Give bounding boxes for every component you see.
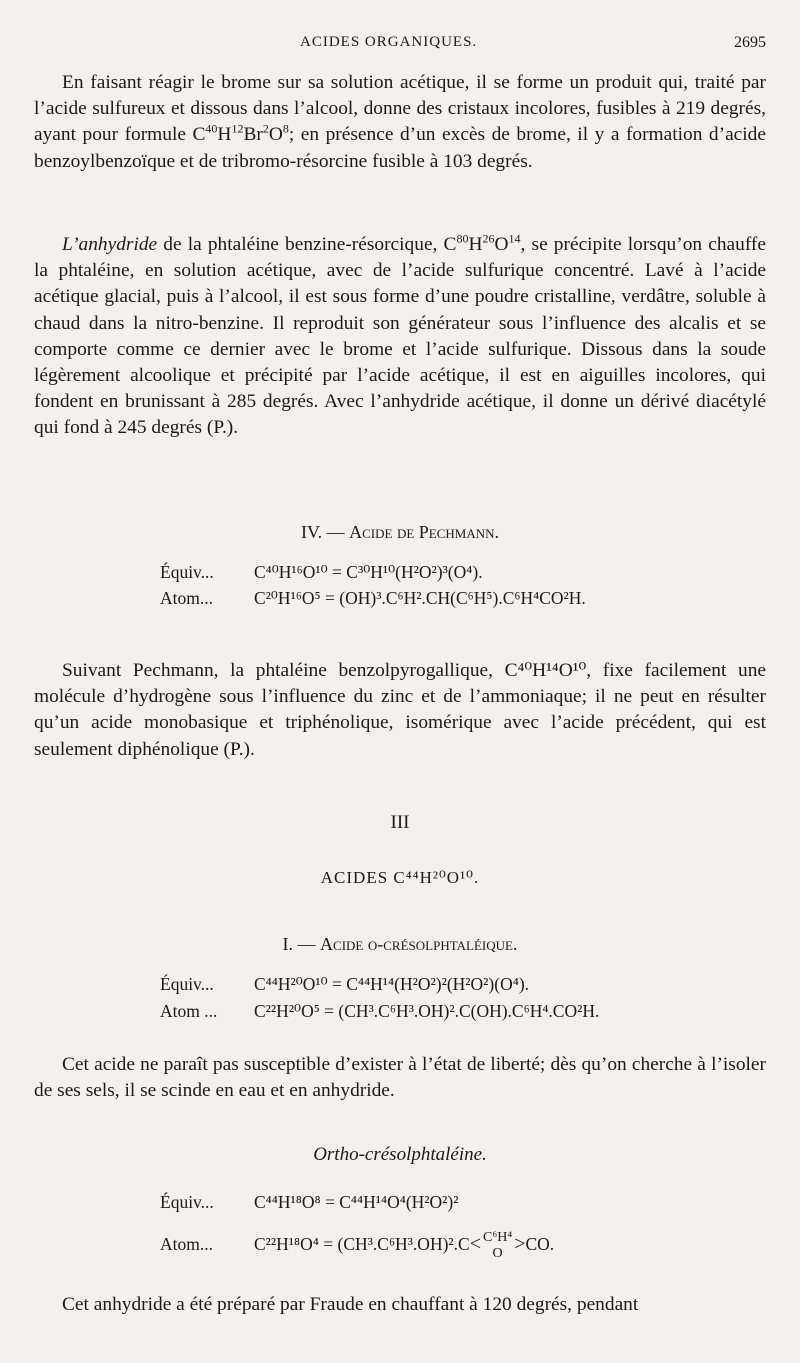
paragraph-acid-unstable: Cet acide ne paraît pas susceptible d’exister à l’état de liberté; dès qu’on cherche à l’isoler de ses sels, il se scinde en eau et en anhydride. — [34, 1054, 766, 1102]
page-number: 2695 — [734, 34, 766, 51]
paragraph-fraude: Cet anhydride a été préparé par Fraude en chauffant à 120 degrés, pendant — [62, 1294, 639, 1315]
anhydride-term: L’anhydride — [62, 234, 158, 255]
section-heading-iv: IV. — Acide de Pechmann. — [300, 522, 500, 542]
formula-atom-iv: Atom... C²⁰H¹⁶O⁵ = (OH)³.C⁶H².CH(C⁶H⁵).C⁶H⁴CO²H. — [160, 588, 586, 608]
section-heading-iii: III — [390, 812, 410, 833]
formula-atom-ortho: Atom... C²²H¹⁸O⁴ = (CH³.C⁶H³.OH)².C< C⁶H⁴ O >CO. — [160, 1230, 555, 1261]
formula-equiv-i: Équiv... C⁴⁴H²⁰O¹⁰ = C⁴⁴H¹⁴(H²O²)²(H²O²)(O⁴). — [160, 974, 530, 994]
ring-top: C⁶H⁴ — [482, 1230, 513, 1245]
running-head-title: ACIDES ORGANIQUES. — [300, 34, 478, 50]
formula-atom-i: Atom ... C²²H²⁰O⁵ = (CH³.C⁶H³.OH)².C(OH).C⁶H⁴.CO²H. — [160, 1001, 600, 1021]
group-heading-acides: ACIDES C⁴⁴H²⁰O¹⁰. — [320, 868, 480, 887]
ring-bottom: O — [492, 1246, 503, 1261]
formula-equiv-iv: Équiv... C⁴⁰H¹⁶O¹⁰ = C³⁰H¹⁰(H²O²)³(O⁴). — [160, 562, 483, 582]
subsection-heading-orthocresolphthalein: Ortho-crésolphtaléine. — [313, 1144, 487, 1165]
paragraph-pechmann: Suivant Pechmann, la phtaléine benzolpyrogallique, C⁴⁰H¹⁴O¹⁰, fixe facilement une molécule d’hydrogène sous l’influence du zinc et de l’ammoniaque; il ne peut en résulter qu’un acide monobasique et triphénolique, isomérique avec l’acide précédent, qui est seulement diphénolique (P.). — [34, 660, 766, 760]
section-heading-i: I. — Acide o-crésolphtaléique. — [282, 934, 518, 954]
formula-equiv-ortho: Équiv... C⁴⁴H¹⁸O⁸ = C⁴⁴H¹⁴O⁴(H²O²)² — [160, 1192, 459, 1212]
paragraph-anhydride: L’anhydride de la phtaléine benzine-résorcique, $C^{80}H^{26}O^{14}$, se précipite lorsqu’on chauffe la phtaléine, en solution acétique, avec de l’acide sulfurique concentré. Lavé à l’acide acétique glacial, puis à l’alcool, il est sous forme d’une poudre cristalline, verdâtre, soluble à chaud dans la nitro-benzine. Il reproduit son générateur sous l’influence des alcalis et se comporte comme ce dernier avec le brome et l’acide sulfurique. Dissous dans la soude légèrement alcoolique et précipité par l’acide acétique, il est en aiguilles incolores, qui fondent en brunissant à 285 degrés. Avec l’anhydride acétique, il donne un dérivé diacétylé qui fond à 245 degrés (P.). — [34, 231, 766, 439]
paragraph-bromine: En faisant réagir le brome sur sa solution acétique, il se forme un produit qui, traité par l’acide sulfureux et dissous dans l’alcool, donne des cristaux incolores, fusibles à 219 degrés, ayant pour formule $C^{40}H^{12}Br^2O^8$; en présence d’un excès de brome, il y a formation d’acide benzoylbenzoïque et de tribromo-résorcine fusible à 103 degrés. — [34, 72, 766, 172]
running-head — [0, 34, 800, 54]
